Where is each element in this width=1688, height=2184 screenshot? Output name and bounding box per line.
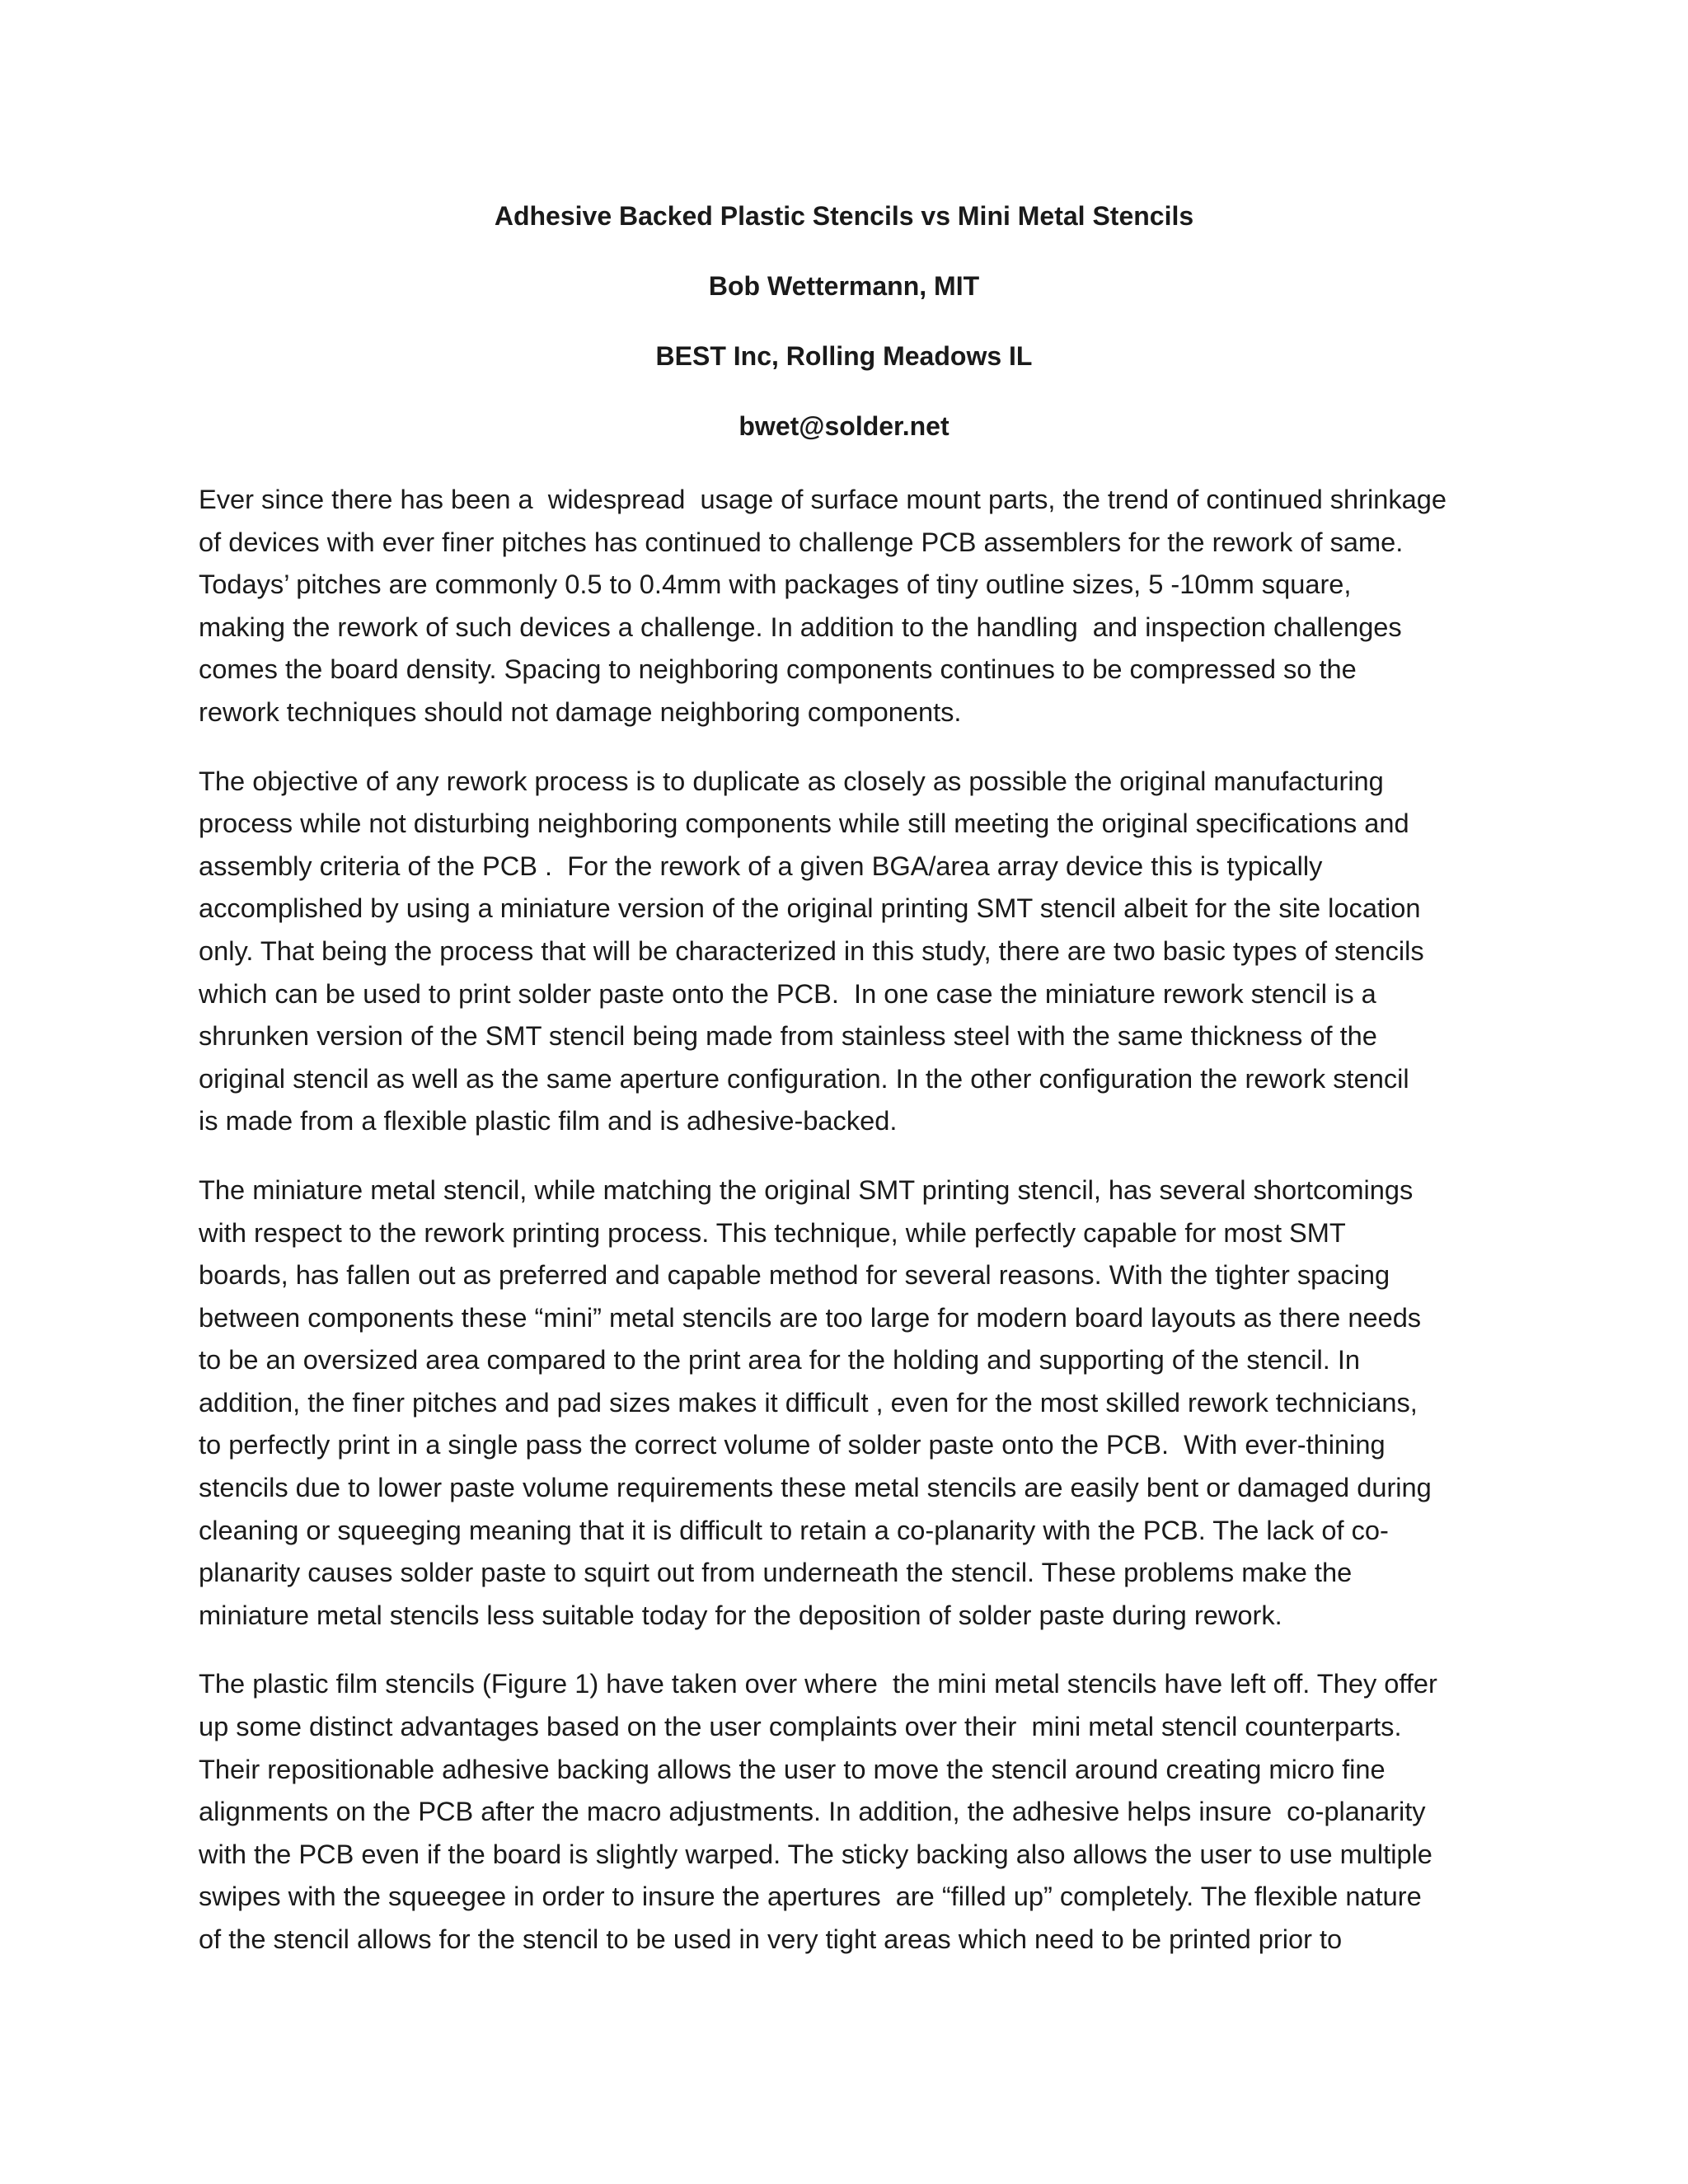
text-line: stencils due to lower paste volume requirements these metal stencils are easily bent or damaged during [199,1472,1432,1503]
author-name: Bob Wettermann, MIT [708,271,980,301]
author-affiliation: BEST Inc, Rolling Meadows IL [655,341,1033,371]
text-line: Ever since there has been a widespread usage of surface mount parts, the trend of continued shrinkage [199,484,1447,514]
text-line: The miniature metal stencil, while matching the original SMT printing stencil, has several shortcomings [199,1174,1414,1205]
text-line: planarity causes solder paste to squirt out from underneath the stencil. These problems make the [199,1557,1353,1588]
text-line: with respect to the rework printing process. This technique, while perfectly capable for most SMT [199,1216,1346,1248]
text-line: is made from a flexible plastic film and is adhesive-backed. [199,1105,898,1137]
text-line: Their repositionable adhesive backing allows the user to move the stencil around creating micro fine [199,1753,1386,1784]
text-line: only. That being the process that will be characterized in this study, there are two basic types of stencils [199,935,1424,966]
author-email: bwet@solder.net [738,411,950,441]
text-line: miniature metal stencils less suitable today for the deposition of solder paste during rework. [199,1599,1282,1630]
text-line: of devices with ever finer pitches has continued to challenge PCB assemblers for the rework of same. [199,526,1404,557]
text-line: process while not disturbing neighboring components while still meeting the original specifications and [199,808,1409,839]
document-title: Adhesive Backed Plastic Stencils vs Mini Metal Stencils [494,201,1194,231]
text-line: assembly criteria of the PCB . For the rework of a given BGA/area array device this is typically [199,850,1323,881]
text-line: swipes with the squeegee in order to insure the apertures are “filled up” completely. The flexible nature [199,1881,1422,1912]
text-line: boards, has fallen out as preferred and capable method for several reasons. With the tighter spacing [199,1259,1390,1291]
text-line: to perfectly print in a single pass the correct volume of solder paste onto the PCB. With ever-thining [199,1429,1386,1460]
text-line: original stencil as well as the same aperture configuration. In the other configuration the rework stencil [199,1062,1409,1094]
text-line: shrunken version of the SMT stencil being made from stainless steel with the same thickness of the [199,1020,1377,1052]
text-line: between components these “mini” metal stencils are too large for modern board layouts as there needs [199,1301,1422,1333]
text-line: cleaning or squeeging meaning that it is difficult to retain a co-planarity with the PCB. The lack of co- [199,1514,1389,1545]
text-line: accomplished by using a miniature version of the original printing SMT stencil albeit for the site location [199,893,1421,924]
text-line: which can be used to print solder paste onto the PCB. In one case the miniature rework stencil is a [199,977,1376,1009]
paragraph-4 [199,1662,1501,1960]
text-line: of the stencil allows for the stencil to be used in very tight areas which need to be printed prior to [199,1924,1343,1954]
text-line: rework techniques should not damage neighboring components. [199,696,962,727]
paragraph-1 [199,478,1501,733]
text-line: The plastic film stencils (Figure 1) have taken over where the mini metal stencils have left off. They offer [199,1668,1437,1699]
text-line: up some distinct advantages based on the user complaints over their mini metal stencil counterparts. [199,1711,1402,1742]
text-line: to be an oversized area compared to the print area for the holding and supporting of the stencil. In [199,1344,1360,1376]
text-line: alignments on the PCB after the macro adjustments. In addition, the adhesive helps insure co-planarity [199,1796,1426,1827]
text-line: The objective of any rework process is to duplicate as closely as possible the original manufacturing [199,765,1384,796]
text-line: Todays’ pitches are commonly 0.5 to 0.4mm with packages of tiny outline sizes, 5 -10mm square, [199,569,1352,600]
paragraph-3 [199,1169,1501,1637]
text-line: with the PCB even if the board is slightly warped. The sticky backing also allows the user to use multiple [199,1838,1432,1869]
document-body [199,478,1501,1987]
text-line: making the rework of such devices a challenge. In addition to the handling and inspection challenges [199,611,1402,642]
text-line: addition, the finer pitches and pad sizes makes it difficult , even for the most skilled rework technicians, [199,1386,1418,1418]
paragraph-2 [199,760,1501,1142]
text-line: comes the board density. Spacing to neighboring components continues to be compressed so the [199,654,1357,685]
